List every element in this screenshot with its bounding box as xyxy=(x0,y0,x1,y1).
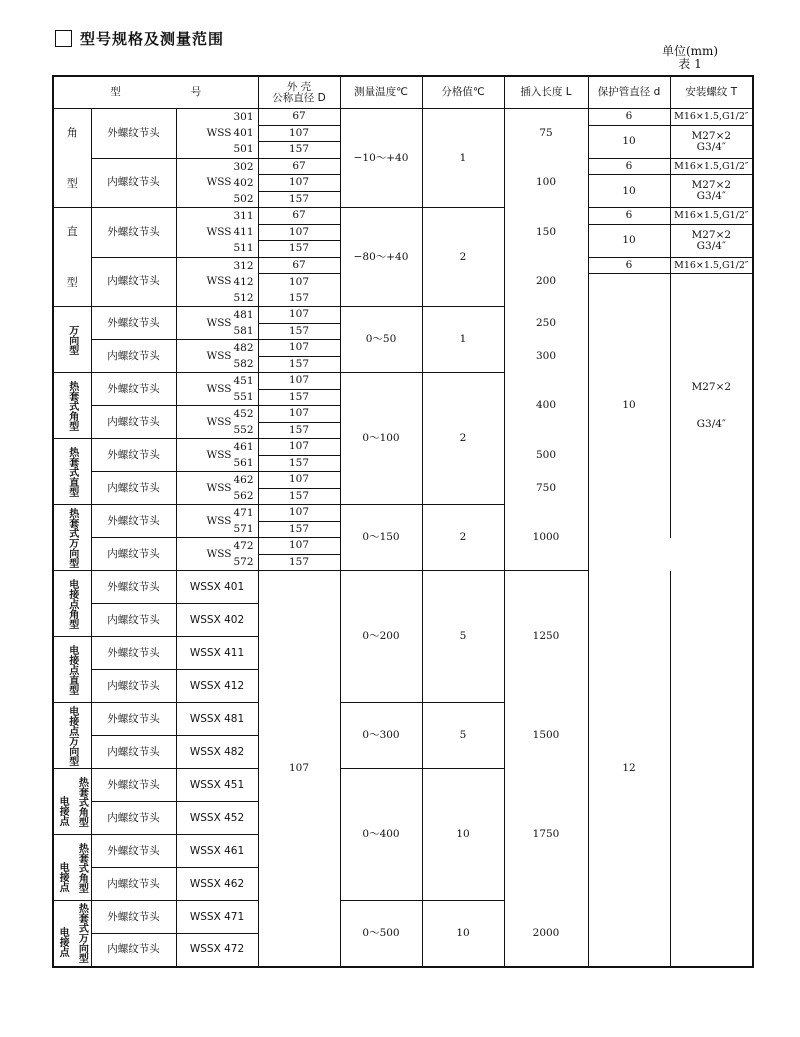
model-wss-451: WSS 451 551 xyxy=(176,373,258,406)
div-2: 2 xyxy=(422,208,504,307)
joint-out: 外螺纹节头 xyxy=(91,208,176,258)
header-div: 分格值℃ xyxy=(422,76,504,109)
model-wssx-452: WSSX 452 xyxy=(176,802,258,835)
unit-label xyxy=(650,45,730,71)
model-wss-462: WSS 462 562 xyxy=(176,472,258,505)
shell-cell: 67 xyxy=(258,109,340,126)
joint-in: 内螺纹节头 xyxy=(91,158,176,208)
thread-m27-big: M27×2 G3/4″ xyxy=(670,274,753,538)
joint-out: 外螺纹节头 xyxy=(91,637,176,670)
len-1750: 1750 xyxy=(504,769,588,901)
len-1250: 1250 xyxy=(504,571,588,703)
prot-10: 10 xyxy=(588,175,670,208)
spec-table xyxy=(52,75,754,968)
shell-cell: 67 xyxy=(258,208,340,225)
model-wssx-451: WSSX 451 xyxy=(176,769,258,802)
joint-out: 外螺纹节头 xyxy=(91,439,176,472)
len-100: 100 xyxy=(504,158,588,208)
temp-1: −10～+40 xyxy=(340,109,422,208)
shell-107-big: 107 xyxy=(258,571,340,967)
table-number: 表 1 xyxy=(678,57,702,71)
shell-cell: 107 xyxy=(258,439,340,456)
len-75: 75 xyxy=(504,109,588,159)
model-wss-452: WSS 452 552 xyxy=(176,406,258,439)
joint-out: 外螺纹节头 xyxy=(91,901,176,934)
prot-6: 6 xyxy=(588,208,670,225)
div-4: 2 xyxy=(422,373,504,505)
shell-cell: 157 xyxy=(258,521,340,538)
joint-in: 内螺纹节头 xyxy=(91,472,176,505)
div-9: 10 xyxy=(422,901,504,967)
len-250: 250 xyxy=(504,307,588,340)
model-wss-472: WSS 472 572 xyxy=(176,538,258,571)
model-wss-401: WSS 301 401 501 xyxy=(176,109,258,159)
prot-6: 6 xyxy=(588,109,670,126)
model-wssx-401: WSSX 401 xyxy=(176,571,258,604)
joint-in: 内螺纹节头 xyxy=(91,538,176,571)
shell-cell: 107 xyxy=(258,373,340,390)
header-insert: 插入长度 L xyxy=(504,76,588,109)
model-wssx-471: WSSX 471 xyxy=(176,901,258,934)
model-wssx-482: WSSX 482 xyxy=(176,736,258,769)
shell-cell: 107 xyxy=(258,406,340,423)
group-contact-universal: 电接点万向型 xyxy=(53,703,91,769)
page-title: 型号规格及测量范围 xyxy=(80,30,225,48)
len-300: 300 xyxy=(504,340,588,373)
temp-5: 0～150 xyxy=(340,505,422,571)
shell-cell: 157 xyxy=(258,422,340,439)
prot-12: 12 xyxy=(588,571,670,967)
shell-cell: 67 xyxy=(258,257,340,274)
title-block xyxy=(55,28,224,49)
shell-cell: 157 xyxy=(258,455,340,472)
model-wss-402: WSS 302 402 502 xyxy=(176,158,258,208)
joint-out: 外螺纹节头 xyxy=(91,835,176,868)
model-wssx-481: WSSX 481 xyxy=(176,703,258,736)
prot-6: 6 xyxy=(588,158,670,175)
shell-cell: 107 157 xyxy=(258,274,340,307)
joint-in: 内螺纹节头 xyxy=(91,257,176,307)
shell-cell: 157 xyxy=(258,323,340,340)
model-wss-481: WSS 481 581 xyxy=(176,307,258,340)
shell-cell: 107 xyxy=(258,538,340,555)
shell-cell: 107 xyxy=(258,224,340,241)
shell-cell: 157 xyxy=(258,142,340,159)
joint-in: 内螺纹节头 xyxy=(91,868,176,901)
shell-cell: 157 xyxy=(258,389,340,406)
header-shell: 外 壳 公称直径 D xyxy=(258,76,340,109)
len-1000: 1000 xyxy=(504,505,588,571)
model-wssx-412: WSSX 412 xyxy=(176,670,258,703)
temp-7: 0～300 xyxy=(340,703,422,769)
div-6: 5 xyxy=(422,571,504,703)
model-wssx-461: WSSX 461 xyxy=(176,835,258,868)
shell-cell: 157 xyxy=(258,191,340,208)
model-wss-461: WSS 461 561 xyxy=(176,439,258,472)
len-500: 500 xyxy=(504,439,588,472)
temp-3: 0～50 xyxy=(340,307,422,373)
joint-in: 内螺纹节头 xyxy=(91,406,176,439)
group-hot-straight: 热套式直型 xyxy=(53,439,91,505)
group-contact-straight: 电接点直型 xyxy=(53,637,91,703)
temp-4: 0～100 xyxy=(340,373,422,505)
thread-m16: M16×1.5,G1/2″ xyxy=(670,158,753,175)
div-1: 1 xyxy=(422,109,504,208)
prot-10: 10 xyxy=(588,224,670,257)
group-contact-angle: 电接点角型 xyxy=(53,571,91,637)
model-wssx-462: WSSX 462 xyxy=(176,868,258,901)
header-temp: 测量温度℃ xyxy=(340,76,422,109)
checkbox-icon xyxy=(55,30,72,47)
thread-m16: M16×1.5,G1/2″ xyxy=(670,208,753,225)
thread-m27: M27×2 G3/4″ xyxy=(670,175,753,208)
group-hot-angle: 热套式角型 xyxy=(53,373,91,439)
header-thread: 安装螺纹 T xyxy=(670,76,753,109)
thread-m27: M27×2 G3/4″ xyxy=(670,224,753,257)
joint-out: 外螺纹节头 xyxy=(91,703,176,736)
thread-m16: M16×1.5,G1/2″ xyxy=(670,109,753,126)
joint-in: 内螺纹节头 xyxy=(91,670,176,703)
div-8: 10 xyxy=(422,769,504,901)
joint-in: 内螺纹节头 xyxy=(91,604,176,637)
shell-cell: 157 xyxy=(258,241,340,258)
model-wss-471: WSS 471 571 xyxy=(176,505,258,538)
joint-out: 外螺纹节头 xyxy=(91,307,176,340)
shell-cell: 107 xyxy=(258,307,340,324)
prot-10: 10 xyxy=(588,125,670,158)
thread-m16: M16×1.5,G1/2″ xyxy=(670,257,753,274)
joint-out: 外螺纹节头 xyxy=(91,505,176,538)
len-400: 400 xyxy=(504,373,588,439)
temp-8: 0～400 xyxy=(340,769,422,901)
group-hot-universal: 热套式万向型 xyxy=(53,505,91,571)
shell-cell: 107 xyxy=(258,125,340,142)
joint-in: 内螺纹节头 xyxy=(91,340,176,373)
temp-9: 0～500 xyxy=(340,901,422,967)
model-wss-482: WSS 482 582 xyxy=(176,340,258,373)
div-3: 1 xyxy=(422,307,504,373)
len-2000: 2000 xyxy=(504,901,588,967)
group-contact-hot-straight: 电接点 热套式角型 xyxy=(53,835,91,901)
shell-cell: 107 xyxy=(258,340,340,357)
model-wss-412: WSS 312 412 512 xyxy=(176,257,258,307)
prot-6: 6 xyxy=(588,257,670,274)
joint-in: 内螺纹节头 xyxy=(91,802,176,835)
joint-out: 外螺纹节头 xyxy=(91,769,176,802)
unit-text: 单位(mm) xyxy=(661,44,719,58)
shell-cell: 107 xyxy=(258,505,340,522)
header-model: 型 号 xyxy=(53,76,258,109)
group-universal: 万向型 xyxy=(53,307,91,373)
len-200: 200 xyxy=(504,257,588,307)
model-wssx-402: WSSX 402 xyxy=(176,604,258,637)
div-5: 2 xyxy=(422,505,504,571)
model-wssx-472: WSSX 472 xyxy=(176,934,258,967)
len-750: 750 xyxy=(504,472,588,505)
joint-out: 外螺纹节头 xyxy=(91,373,176,406)
model-wssx-411: WSSX 411 xyxy=(176,637,258,670)
shell-cell: 157 xyxy=(258,356,340,373)
thread-blank xyxy=(670,571,753,967)
thread-m27: M27×2 G3/4″ xyxy=(670,125,753,158)
group-contact-hot-angle: 电接点 热套式角型 xyxy=(53,769,91,835)
joint-in: 内螺纹节头 xyxy=(91,736,176,769)
shell-cell: 107 xyxy=(258,472,340,489)
model-wss-411: WSS 311 411 511 xyxy=(176,208,258,258)
group-contact-hot-universal: 电接点 热套式万向型 xyxy=(53,901,91,967)
group-straight: 直 型 xyxy=(53,208,91,307)
div-7: 5 xyxy=(422,703,504,769)
shell-cell: 67 xyxy=(258,158,340,175)
header-prot: 保护管直径 d xyxy=(588,76,670,109)
shell-cell: 107 xyxy=(258,175,340,192)
shell-cell: 157 xyxy=(258,488,340,505)
joint-in: 内螺纹节头 xyxy=(91,934,176,967)
len-1500: 1500 xyxy=(504,703,588,769)
joint-out: 外螺纹节头 xyxy=(91,109,176,159)
len-150: 150 xyxy=(504,208,588,258)
shell-cell: 157 xyxy=(258,554,340,571)
temp-2: −80～+40 xyxy=(340,208,422,307)
prot-10-big: 10 xyxy=(588,274,670,538)
joint-out: 外螺纹节头 xyxy=(91,571,176,604)
temp-6: 0～200 xyxy=(340,571,422,703)
group-angle: 角 型 xyxy=(53,109,91,208)
